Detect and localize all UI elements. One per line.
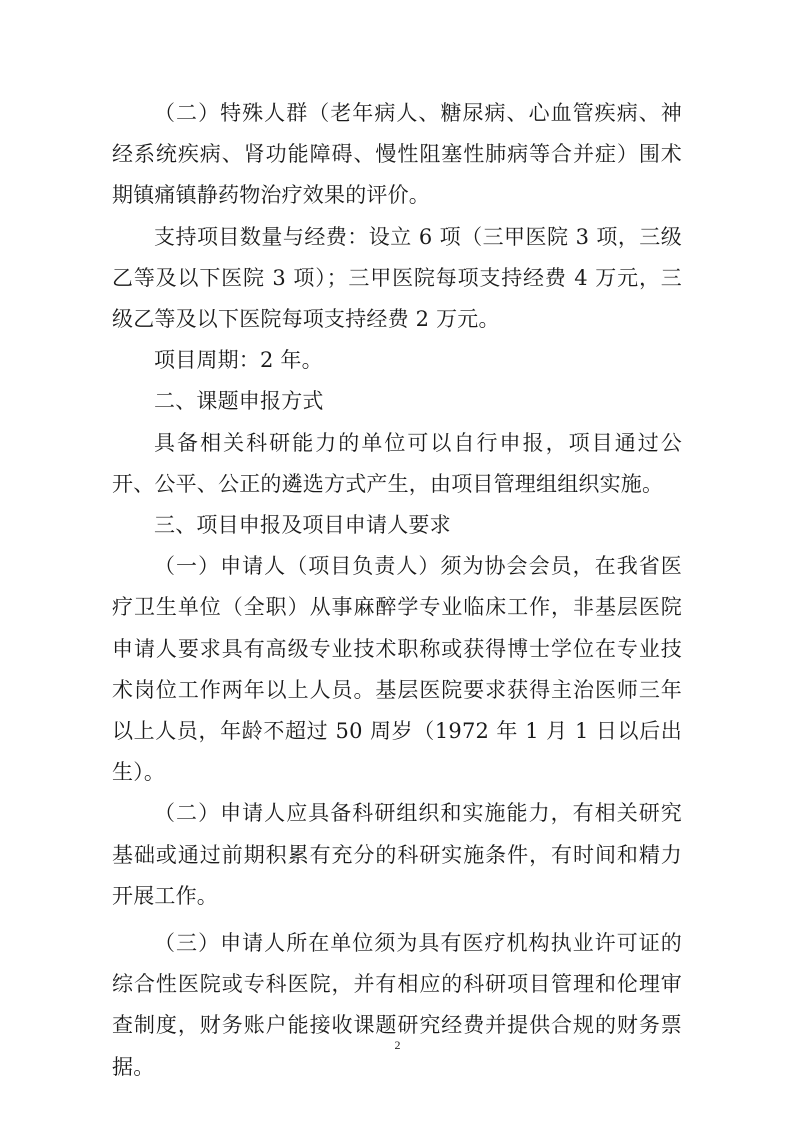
section-heading-applicant-requirements: 三、项目申报及项目申请人要求 xyxy=(154,513,451,538)
document-body xyxy=(112,93,682,1088)
paragraph-application-method: 具备相关科研能力的单位可以自行申报，项目通过公开、公平、公正的遴选方式产生，由项目管理组组织实施。 xyxy=(112,430,682,496)
paragraph-requirement-2: （二）申请人应具备科研组织和实施能力，有相关研究基础或通过前期积累有充分的科研实施条件，有时间和精力开展工作。 xyxy=(112,801,682,908)
paragraph-special-populations: （二）特殊人群（老年病人、糖尿病、心血管疾病、神经系统疾病、肾功能障碍、慢性阻塞性肺病等合并症）围术期镇痛镇静药物治疗效果的评价。 xyxy=(112,101,682,208)
section-heading-application-method: 二、课题申报方式 xyxy=(154,389,324,414)
page-number: 2 xyxy=(394,1038,401,1052)
paragraph-requirement-1: （一）申请人（项目负责人）须为协会会员，在我省医疗卫生单位（全职）从事麻醉学专业临床工作，非基层医院申请人要求具有高级专业技术职称或获得博士学位在专业技术岗位工作两年以上人员。基层医院要求获得主治医师三年以上人员，年龄不超过 50 周岁（1972 年 1 月 1 日以后出生）。 xyxy=(112,554,682,785)
paragraph-requirement-3: （三）申请人所在单位须为具有医疗机构执业许可证的综合性医院或专科医院，并有相应的科研项目管理和伦理审查制度，财务账户能接收课题研究经费并提供合规的财务票据。 xyxy=(112,931,682,1079)
paragraph-funding: 支持项目数量与经费：设立 6 项（三甲医院 3 项，三级乙等及以下医院 3 项）；三甲医院每项支持经费 4 万元，三级乙等及以下医院每项支持经费 2 万元。 xyxy=(112,224,682,332)
paragraph-project-period: 项目周期：2 年。 xyxy=(154,348,323,373)
